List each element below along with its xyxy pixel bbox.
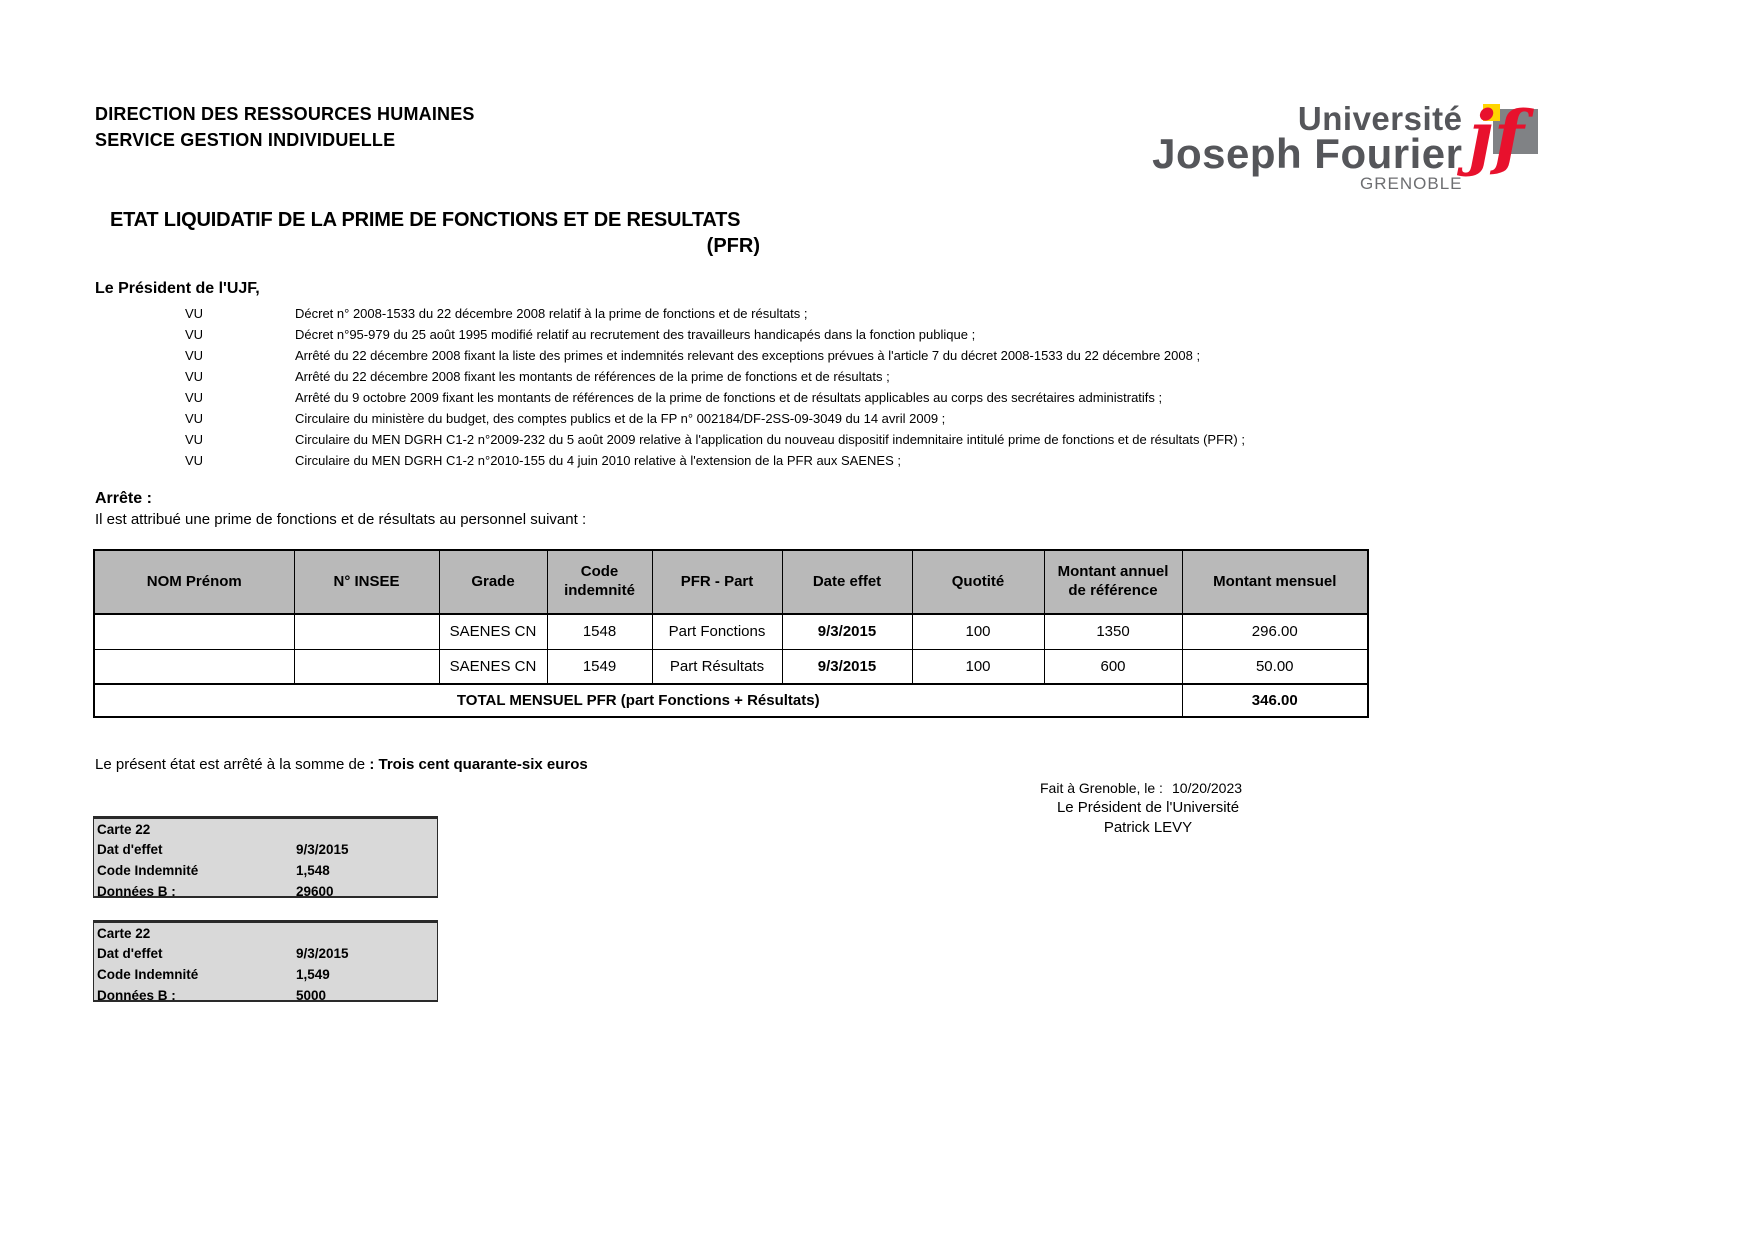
carte-box-1 — [93, 816, 438, 898]
signature-name: Patrick LEVY — [1103, 819, 1193, 836]
department-header — [95, 101, 475, 153]
vu-item — [185, 387, 1445, 408]
vu-list — [185, 303, 1445, 471]
carte-row — [97, 860, 437, 881]
university-logo-text — [1120, 100, 1463, 195]
vu-item — [185, 345, 1445, 366]
university-logo — [1120, 95, 1540, 213]
cell-grade: SAENES CN — [439, 649, 547, 684]
vu-label: VU — [185, 327, 204, 342]
logo-grenoble-label: GRENOBLE — [1360, 174, 1463, 193]
carte-value: 1,549 — [296, 967, 330, 982]
col-header-part: PFR - Part — [652, 550, 782, 614]
carte-row — [97, 881, 437, 902]
pfr-table — [93, 549, 1369, 718]
table-header-row — [94, 550, 1368, 614]
somme-prefix: Le présent état est arrêté à la somme de — [95, 756, 370, 773]
signature-block — [1040, 778, 1256, 838]
vu-label: VU — [185, 369, 204, 384]
carte-value: 29600 — [296, 884, 334, 899]
carte-value: 9/3/2015 — [296, 842, 349, 857]
carte-label: Code Indemnité — [97, 967, 199, 982]
carte-value: 9/3/2015 — [296, 946, 349, 961]
cell-nom — [94, 649, 294, 684]
department-line2: SERVICE GESTION INDIVIDUELLE — [95, 130, 396, 150]
table-row — [94, 649, 1368, 684]
attribution-sentence: Il est attribué une prime de fonctions et de résultats au personnel suivant : — [95, 511, 587, 528]
cell-code: 1549 — [547, 649, 652, 684]
col-header-code: Code indemnité — [547, 550, 652, 614]
carte-row — [97, 964, 437, 985]
carte-row — [97, 839, 437, 860]
carte-title: Carte 22 — [97, 926, 151, 941]
fait-label: Fait à Grenoble, le : — [1040, 780, 1163, 796]
carte-value: 5000 — [296, 988, 327, 1003]
president-intro: Le Président de l'UJF, — [95, 280, 260, 297]
cell-part: Part Résultats — [652, 649, 782, 684]
total-row — [94, 684, 1368, 717]
carte-box-2 — [93, 920, 438, 1002]
vu-label: VU — [185, 411, 204, 426]
cell-date: 9/3/2015 — [782, 649, 912, 684]
vu-item — [185, 303, 1445, 324]
total-label: TOTAL MENSUEL PFR (part Fonctions + Résultats) — [94, 684, 1182, 717]
logo-jf-glyph: jf — [1468, 95, 1524, 178]
arrete-heading: Arrête : — [95, 490, 152, 507]
department-line1: DIRECTION DES RESSOURCES HUMAINES — [95, 104, 475, 124]
col-header-grade: Grade — [439, 550, 547, 614]
vu-label: VU — [185, 432, 204, 447]
ujf-logo-icon — [1468, 95, 1541, 195]
table-row — [94, 614, 1368, 649]
page-title-line2: (PFR) — [706, 235, 760, 257]
vu-text: Circulaire du MEN DGRH C1-2 n°2010-155 du 4 juin 2010 relative à l'extension de la PFR aux SAENES ; — [295, 453, 901, 468]
somme-sentence — [95, 756, 588, 773]
carte-label: Dat d'effet — [97, 946, 163, 961]
carte-title: Carte 22 — [97, 822, 151, 837]
somme-amount-words: : Trois cent quarante-six euros — [369, 756, 588, 773]
col-header-mensuel: Montant mensuel — [1182, 550, 1368, 614]
carte-row — [97, 943, 437, 964]
vu-text: Circulaire du MEN DGRH C1-2 n°2009-232 du 5 août 2009 relative à l'application du nouveau dispositif indemnitaire intitulé prime de fonctions et de résultats (PFR) ; — [295, 432, 1245, 447]
cell-quotite: 100 — [912, 614, 1044, 649]
cell-quotite: 100 — [912, 649, 1044, 684]
signature-place-date — [1040, 778, 1256, 798]
vu-text: Arrêté du 9 octobre 2009 fixant les montants de références de la prime de fonctions et de résultats applicables au corps des secrétaires administratifs ; — [295, 390, 1163, 405]
vu-text: Arrêté du 22 décembre 2008 fixant les montants de références de la prime de fonctions et de résultats ; — [295, 369, 890, 384]
carte-value: 1,548 — [296, 863, 330, 878]
vu-item — [185, 366, 1445, 387]
vu-label: VU — [185, 348, 204, 363]
cell-annuel: 600 — [1044, 649, 1182, 684]
vu-text: Circulaire du ministère du budget, des comptes publics et de la FP n° 002184/DF-2SS-09-3049 du 14 avril 2009 ; — [295, 411, 946, 426]
vu-text: Décret n° 2008-1533 du 22 décembre 2008 relatif à la prime de fonctions et de résultats ; — [295, 306, 808, 321]
vu-item — [185, 324, 1445, 345]
carte-label: Données B : — [97, 988, 176, 1003]
cell-code: 1548 — [547, 614, 652, 649]
col-header-quotite: Quotité — [912, 550, 1044, 614]
cell-date: 9/3/2015 — [782, 614, 912, 649]
col-header-insee: N° INSEE — [294, 550, 439, 614]
vu-label: VU — [185, 306, 204, 321]
col-header-date: Date effet — [782, 550, 912, 614]
vu-label: VU — [185, 453, 204, 468]
fait-date: 10/20/2023 — [1171, 780, 1243, 796]
vu-label: VU — [185, 390, 204, 405]
page-title — [110, 209, 760, 258]
cell-mensuel: 50.00 — [1182, 649, 1368, 684]
total-value: 346.00 — [1182, 684, 1368, 717]
vu-text: Décret n°95-979 du 25 août 1995 modifié relatif au recrutement des travailleurs handicapés dans la fonction publique ; — [295, 327, 976, 342]
cell-insee — [294, 649, 439, 684]
page-title-line1: ETAT LIQUIDATIF DE LA PRIME DE FONCTIONS ET DE RESULTATS — [110, 209, 741, 231]
cell-insee — [294, 614, 439, 649]
cell-part: Part Fonctions — [652, 614, 782, 649]
vu-item — [185, 429, 1445, 450]
cell-annuel: 1350 — [1044, 614, 1182, 649]
col-header-annuel: Montant annuel de référence — [1044, 550, 1182, 614]
vu-text: Arrêté du 22 décembre 2008 fixant la liste des primes et indemnités relevant des exceptions prévues à l'article 7 du décret 2008-1533 du 22 décembre 2008 ; — [295, 348, 1201, 363]
cell-mensuel: 296.00 — [1182, 614, 1368, 649]
carte-row — [97, 985, 437, 1006]
pfr-table-container — [93, 549, 1369, 718]
cell-nom — [94, 614, 294, 649]
carte-label: Code Indemnité — [97, 863, 199, 878]
logo-universite-label: Université — [1297, 100, 1463, 137]
signature-title: Le Président de l'Université — [1056, 799, 1240, 816]
carte-label: Dat d'effet — [97, 842, 163, 857]
cell-grade: SAENES CN — [439, 614, 547, 649]
carte-label: Données B : — [97, 884, 176, 899]
col-header-nom: NOM Prénom — [94, 550, 294, 614]
vu-item — [185, 408, 1445, 429]
vu-item — [185, 450, 1445, 471]
logo-joseph-fourier-label: Joseph Fourier — [1152, 130, 1463, 177]
